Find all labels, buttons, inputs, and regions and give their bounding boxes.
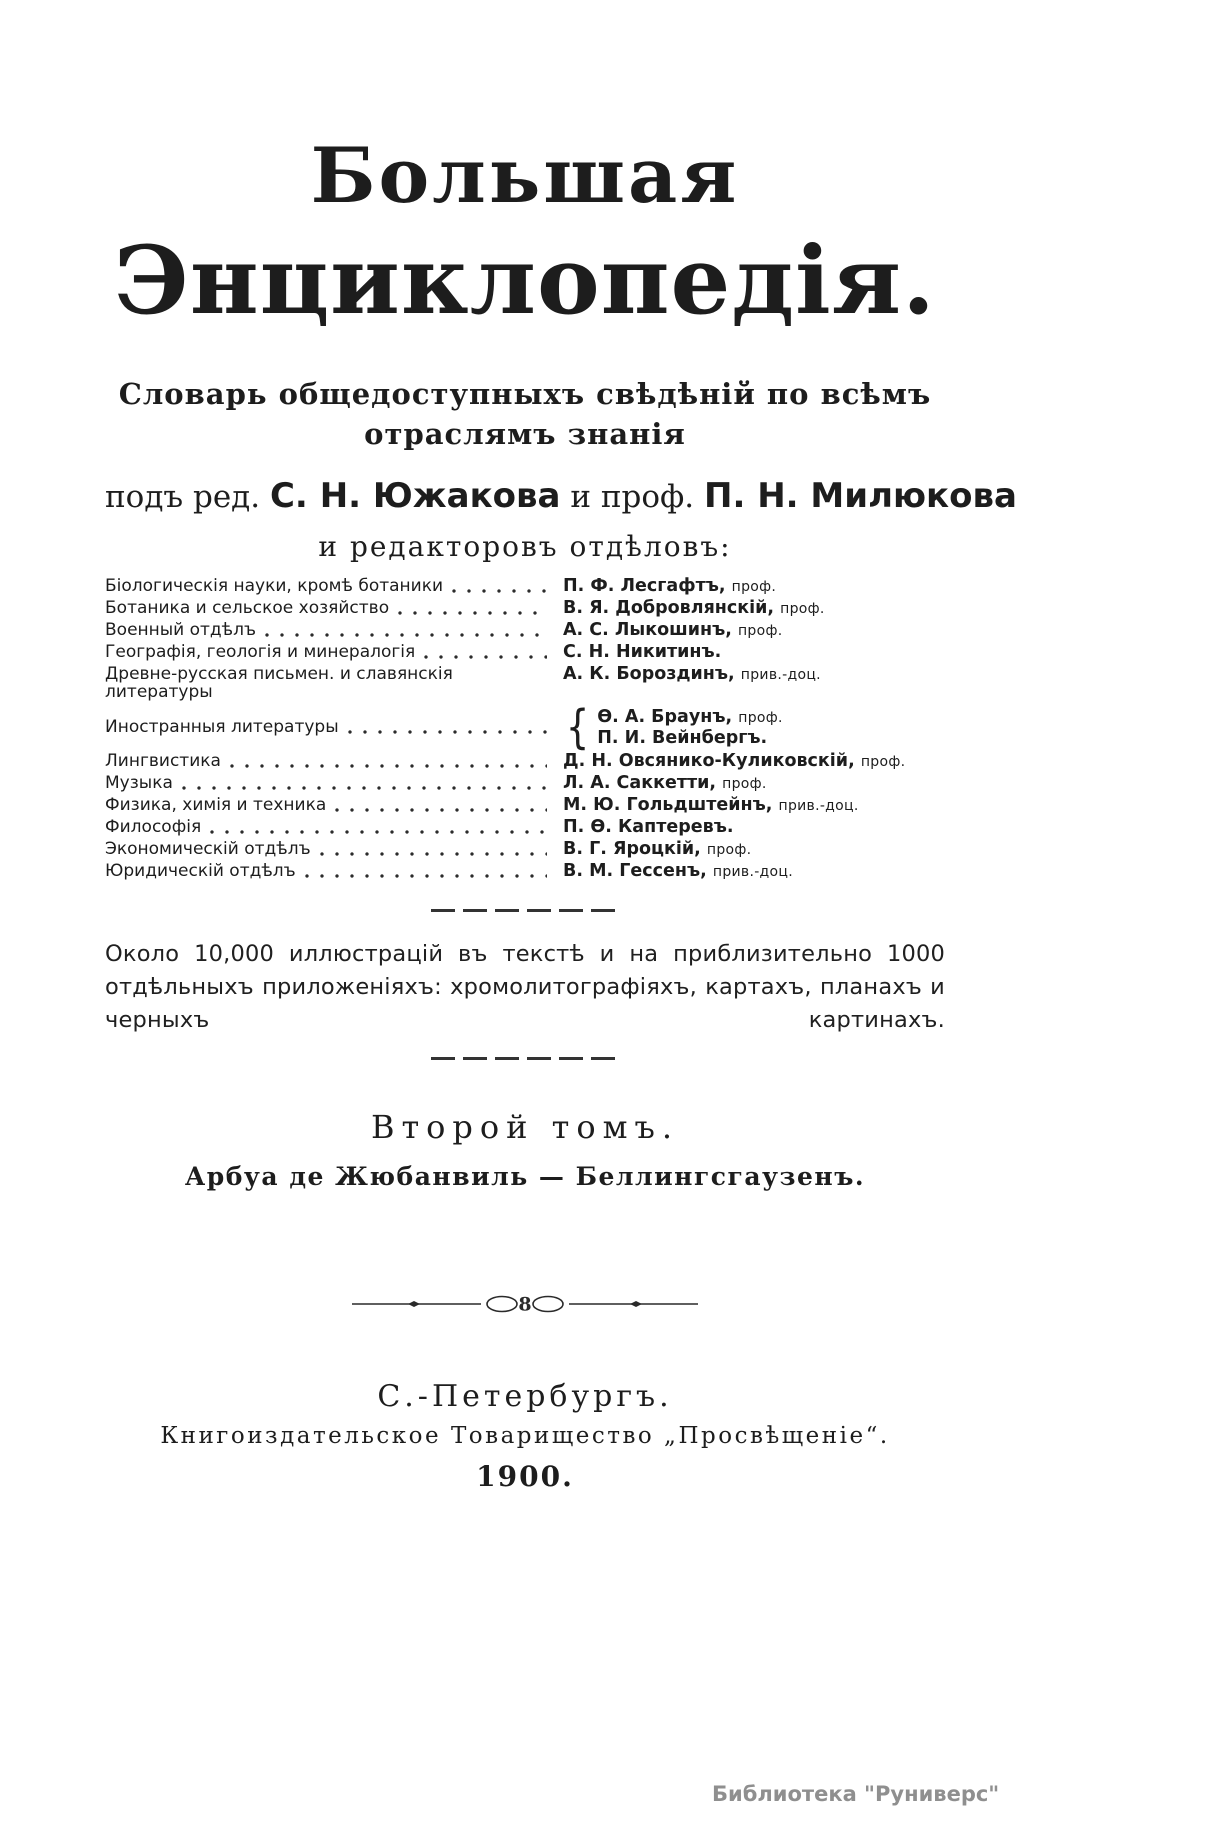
subtitle (105, 374, 945, 454)
editor-name: П. И. Вейнбергъ. (597, 727, 768, 748)
editor-name: П. Ѳ. Каптеревъ. (563, 817, 734, 837)
editors-prefix: подъ ред. (105, 479, 261, 515)
section-editor (563, 774, 767, 793)
editor-rank: проф. (706, 842, 752, 858)
section-editor (563, 599, 825, 618)
imprint-publisher: Книгоиздательское Товарищество „Просвѣщеніе“. (160, 1423, 890, 1449)
editor-rank: проф. (722, 776, 767, 792)
editor-rank: прив.-доц. (712, 864, 793, 880)
brace-glyph: { (565, 700, 590, 754)
editor-name: С. Н. Никитинъ. (563, 642, 722, 662)
editor-rank: проф. (737, 623, 783, 639)
editor-name: В. М. Гессенъ, (563, 861, 707, 881)
table-row (105, 752, 945, 771)
editor-rank: проф. (731, 579, 777, 595)
section-subject: Біологическія науки, кромѣ ботаники (105, 576, 444, 596)
dot-leader (265, 633, 547, 637)
dot-leader (348, 730, 547, 734)
dot-leader (320, 852, 547, 856)
section-subject: Экономическій отдѣлъ (105, 839, 311, 859)
section-editors-group (563, 700, 783, 754)
table-row (105, 818, 945, 837)
dot-leader (398, 611, 547, 615)
dot-leader (210, 830, 547, 834)
table-row (105, 862, 945, 881)
table-row (105, 599, 945, 618)
editor-name: А. К. Бороздинъ, (563, 664, 735, 684)
section-editor (563, 840, 751, 859)
dot-leader (230, 764, 547, 768)
dot-leader (305, 874, 547, 878)
volume-title: Второй томъ. (370, 1108, 680, 1146)
editor-name: В. Г. Яроцкій, (563, 839, 701, 859)
editor-name: Ѳ. А. Браунъ, (597, 706, 733, 727)
section-subject: Физика, химія и техника (105, 795, 327, 815)
table-row (105, 796, 945, 815)
editor-rank: прив.-доц. (778, 798, 859, 814)
dot-leader (452, 589, 547, 593)
section-editor (563, 643, 721, 662)
section-editor (563, 862, 793, 881)
section-subject: Военный отдѣлъ (105, 620, 256, 640)
library-watermark: Библиотека "Руниверс" (712, 1782, 1000, 1806)
editor-rank: проф. (860, 754, 906, 770)
section-editor (563, 818, 734, 837)
section-subject: Юридическій отдѣлъ (105, 861, 296, 881)
chief-editor-2: П. Н. Милюкова (704, 476, 1017, 516)
table-row (105, 577, 945, 596)
dashed-divider-bottom (431, 1057, 619, 1060)
section-subject: Иностранныя литературы (105, 717, 339, 737)
editor-name: М. Ю. Гольдштейнъ, (563, 795, 773, 815)
section-subject: Географія, геологія и минералогія (105, 642, 416, 662)
title-page (105, 0, 1017, 1493)
editor-rank: проф. (738, 709, 783, 726)
section-editors-heading: и редакторовъ отдѣловъ: (318, 530, 732, 563)
book-title-line2: Энциклопедія. (114, 226, 936, 336)
table-row (105, 774, 945, 793)
book-title-line1: Большая (310, 131, 740, 220)
editor-name: В. Я. Добровлянскій, (563, 598, 775, 618)
table-row (105, 643, 945, 662)
dashed-divider-top (431, 909, 619, 912)
imprint-city: С.-Петербургъ. (377, 1379, 673, 1414)
editors-middle: и проф. (570, 479, 695, 515)
illustrations-note: Около 10,000 иллюстрацій въ текстѣ и на приблизительно 1000 отдѣльныхъ приложеніяхъ: хромолитографіяхъ, картахъ, планахъ и черныхъ картинахъ. (105, 941, 945, 1033)
chief-editor-1: С. Н. Южакова (269, 476, 561, 516)
table-row (105, 665, 945, 701)
section-subject: Музыка (105, 773, 173, 793)
subtitle-line2: отраслямъ знанія (364, 417, 686, 451)
subtitle-line1: Словарь общедоступныхъ свѣдѣній по всѣмъ (118, 377, 932, 411)
section-editor (563, 621, 783, 640)
dot-leader (424, 655, 547, 659)
editor-name: П. Ф. Лесгафтъ, (563, 576, 726, 596)
section-editor (563, 752, 905, 771)
table-row (105, 621, 945, 640)
imprint-year: 1900. (476, 1460, 574, 1493)
ornament-divider-icon (350, 1291, 700, 1317)
table-row (105, 700, 945, 754)
chief-editors-line (105, 476, 1017, 516)
table-row (105, 840, 945, 859)
section-subject: Древне-русская письмен. и славянскія литературы (105, 664, 453, 702)
section-editors-table (105, 577, 945, 881)
section-subject: Ботаника и сельское хозяйство (105, 598, 390, 618)
ornament-row (105, 1291, 945, 1321)
editor-name: А. С. Лыкошинъ, (563, 620, 732, 640)
section-editor (563, 577, 776, 596)
editor-name: Д. Н. Овсянико-Куликовскій, (563, 751, 855, 771)
svg-text:8: 8 (518, 1293, 532, 1316)
dot-leader (182, 786, 547, 790)
editor-name: Л. А. Саккетти, (563, 773, 717, 793)
section-subject: Лингвистика (105, 751, 221, 771)
dot-leader (335, 808, 547, 812)
section-editor (563, 796, 859, 815)
volume-range: Арбуа де Жюбанвиль — Беллингсгаузенъ. (184, 1162, 866, 1191)
section-subject: Философія (105, 817, 202, 837)
editor-rank: проф. (780, 601, 825, 617)
editor-rank: прив.-доц. (740, 667, 821, 683)
section-editor (563, 665, 821, 684)
